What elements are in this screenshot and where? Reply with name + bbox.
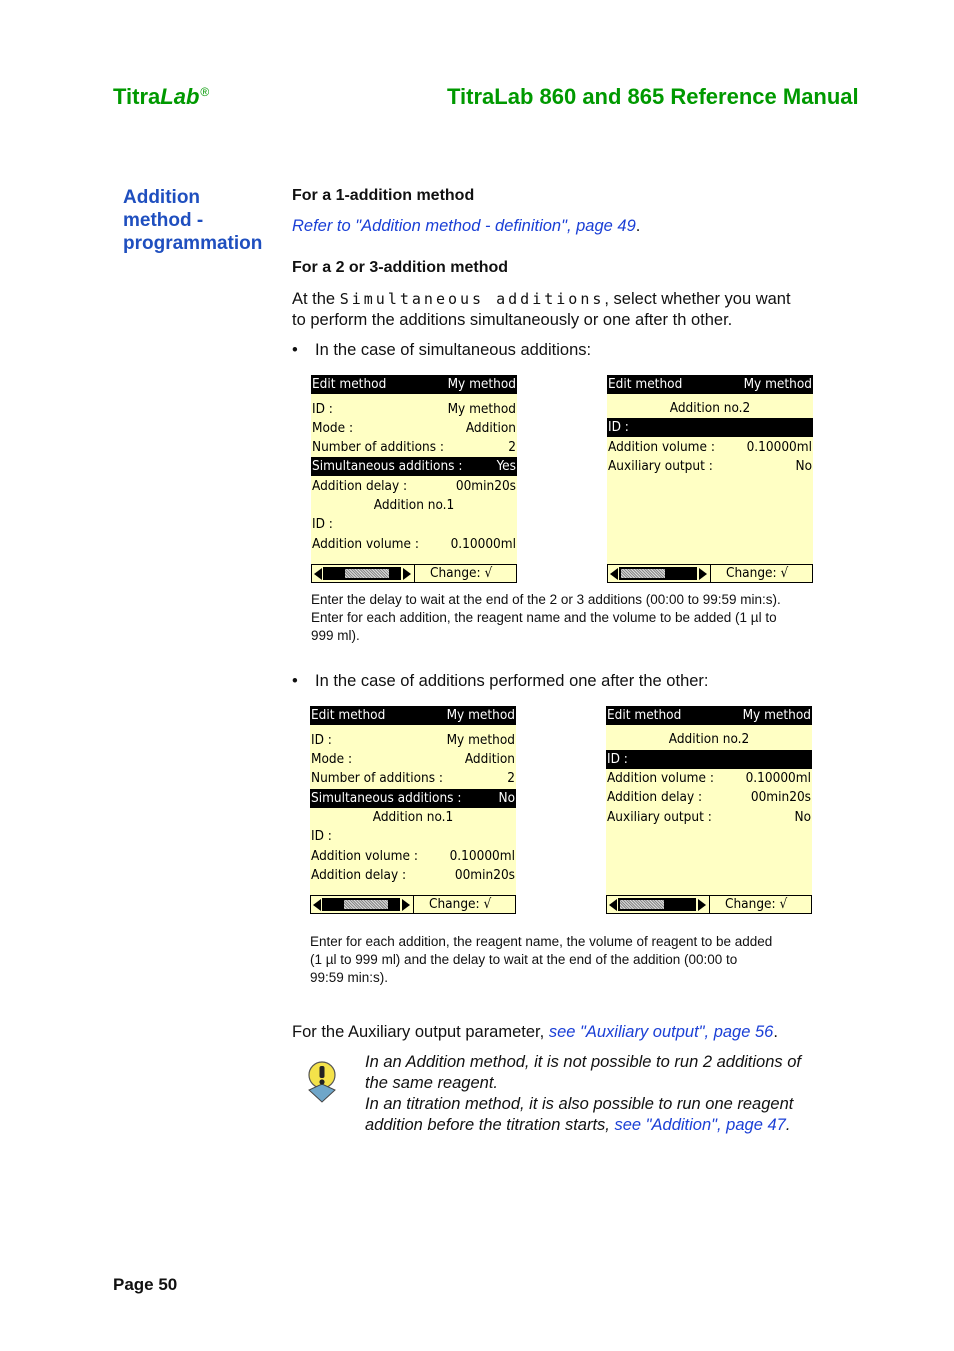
lcd-title-left: Edit method xyxy=(312,376,387,392)
change-softkey[interactable]: Change: √ xyxy=(429,896,492,912)
note-text-part: addition before the titration starts, xyxy=(365,1116,615,1134)
scroll-track[interactable] xyxy=(322,898,400,911)
lcd-title-left: Edit method xyxy=(608,376,683,392)
lcd-row-heading: Addition no.2 xyxy=(669,400,751,416)
caption-line: 999 ml). xyxy=(311,628,360,643)
lcd-label: ID : xyxy=(311,828,332,844)
lcd-title-bar xyxy=(606,706,812,725)
lcd-title-right: My method xyxy=(447,376,516,392)
lcd-row-heading: Addition no.1 xyxy=(373,497,455,513)
lcd-row-selected xyxy=(311,457,517,476)
lcd-label: Auxiliary output : xyxy=(608,458,713,474)
lcd-label: Simultaneous additions : xyxy=(312,458,463,474)
section-heading: Addition method - programmation xyxy=(123,187,263,254)
caption-line: (1 µl to 999 ml) and the delay to wait at the end of the addition (00:00 to xyxy=(310,952,738,967)
lcd-label: Number of additions : xyxy=(312,439,444,455)
lcd-value: My method xyxy=(447,401,516,417)
lcd-screen-sequential-2 xyxy=(606,706,812,914)
lcd-scroll-bar xyxy=(311,564,517,583)
caption-sequential xyxy=(310,933,772,987)
lcd-title-left: Edit method xyxy=(311,707,386,723)
scroll-thumb[interactable] xyxy=(621,569,665,578)
lcd-value: Addition xyxy=(464,751,515,767)
lcd-value: No xyxy=(794,809,811,825)
bullet-text: In the case of additions performed one after the other: xyxy=(315,672,709,690)
scroll-track[interactable] xyxy=(619,567,697,580)
bullet-dot: • xyxy=(292,672,298,690)
addition-link[interactable]: see "Addition", page 47 xyxy=(614,1116,786,1134)
scroll-thumb[interactable] xyxy=(620,900,664,909)
lcd-value: 2 xyxy=(507,770,515,786)
period: . xyxy=(785,1116,791,1134)
note-text xyxy=(365,1052,801,1136)
param-name: Simultaneous additions xyxy=(339,290,605,308)
auxiliary-text: For the Auxiliary output parameter, xyxy=(292,1023,549,1041)
lcd-screen-sequential-1 xyxy=(310,706,516,914)
caption-line: Enter for each addition, the reagent name, the volume of reagent to be added xyxy=(310,934,773,949)
caption-line: 99:59 min:s). xyxy=(310,970,389,985)
lcd-label: Mode : xyxy=(311,751,353,767)
lcd-label: ID : xyxy=(311,732,332,748)
lightbulb-warning-icon xyxy=(305,1060,339,1104)
bar-divider xyxy=(709,896,710,913)
lcd-label: Addition delay : xyxy=(311,867,407,883)
scroll-track[interactable] xyxy=(618,898,696,911)
lcd-title-left: Edit method xyxy=(607,707,682,723)
auxiliary-output-line xyxy=(292,1022,778,1043)
lcd-scroll-bar xyxy=(606,895,812,914)
scroll-left-icon[interactable] xyxy=(314,568,322,580)
bar-divider xyxy=(413,896,414,913)
scroll-right-icon[interactable] xyxy=(698,899,706,911)
lcd-row-selected xyxy=(607,418,813,437)
lcd-row xyxy=(606,808,812,827)
lcd-row xyxy=(607,438,813,457)
lcd-row-selected xyxy=(310,789,516,808)
lcd-row-heading: Addition no.2 xyxy=(668,731,750,747)
period: . xyxy=(773,1023,778,1041)
lcd-label: Addition delay : xyxy=(312,478,408,494)
lcd-title-right: My method xyxy=(743,376,812,392)
note-line xyxy=(365,1115,801,1136)
bar-divider xyxy=(710,565,711,582)
lcd-label: ID : xyxy=(312,401,333,417)
lcd-label: Auxiliary output : xyxy=(607,809,712,825)
change-softkey[interactable]: Change: √ xyxy=(430,565,493,581)
lcd-screen-simultaneous-1 xyxy=(311,375,517,583)
caption-simultaneous xyxy=(311,591,781,645)
intro-text-after: , select whether you want xyxy=(604,290,791,308)
lcd-row xyxy=(606,769,812,788)
lcd-value: 00min20s xyxy=(750,789,811,805)
lcd-row xyxy=(311,419,517,438)
lcd-screen-simultaneous-2 xyxy=(607,375,813,583)
scroll-right-icon[interactable] xyxy=(402,899,410,911)
lcd-label: Number of additions : xyxy=(311,770,443,786)
lcd-row xyxy=(311,515,517,534)
scroll-left-icon[interactable] xyxy=(609,899,617,911)
period: . xyxy=(635,217,641,235)
lcd-label: Addition volume : xyxy=(312,536,419,552)
note-line: In an titration method, it is also possible to run one reagent xyxy=(365,1095,794,1113)
lcd-row xyxy=(607,457,813,476)
bullet-simultaneous xyxy=(292,341,591,360)
lcd-title-bar xyxy=(607,375,813,394)
lcd-value: 0.10000ml xyxy=(449,848,515,864)
page-number: Page 50 xyxy=(113,1275,178,1294)
manual-title: TitraLab 860 and 865 Reference Manual xyxy=(447,84,859,109)
registered-mark: ® xyxy=(200,84,210,99)
lcd-value: 0.10000ml xyxy=(745,770,811,786)
lcd-row xyxy=(310,866,516,885)
bullet-dot: • xyxy=(292,341,298,359)
lcd-title-right: My method xyxy=(446,707,515,723)
change-softkey[interactable]: Change: √ xyxy=(725,896,788,912)
lcd-row-selected xyxy=(606,750,812,769)
definition-link[interactable]: Refer to "Addition method - definition", page 49 xyxy=(292,217,636,235)
auxiliary-output-link[interactable]: see "Auxiliary output", page 56 xyxy=(548,1023,774,1041)
caption-line: Enter for each addition, the reagent name and the volume to be added (1 µl to xyxy=(311,610,777,625)
lcd-label: Addition delay : xyxy=(607,789,703,805)
lcd-label: ID : xyxy=(608,419,629,435)
lcd-row xyxy=(606,788,812,807)
bullet-text: In the case of simultaneous additions: xyxy=(315,341,592,359)
lcd-row xyxy=(310,750,516,769)
note-line: the same reagent. xyxy=(365,1074,498,1092)
lcd-value: Addition xyxy=(465,420,516,436)
change-softkey[interactable]: Change: √ xyxy=(726,565,789,581)
lcd-row xyxy=(311,438,517,457)
note-line: In an Addition method, it is not possible to run 2 additions of xyxy=(365,1053,801,1071)
brand-suffix: Lab xyxy=(160,84,200,109)
scroll-left-icon[interactable] xyxy=(610,568,618,580)
lcd-label: ID : xyxy=(607,751,628,767)
lcd-title-bar xyxy=(310,706,516,725)
lcd-value: 00min20s xyxy=(455,478,516,494)
bullet-sequential xyxy=(292,672,709,691)
lcd-value: Yes xyxy=(496,458,516,474)
one-addition-title: For a 1-addition method xyxy=(292,187,475,204)
multi-addition-title: For a 2 or 3-addition method xyxy=(292,259,509,276)
multi-intro-line2: to perform the additions simultaneously or one after th other. xyxy=(292,311,733,329)
brand-prefix: Titra xyxy=(113,84,161,109)
caption-line: Enter the delay to wait at the end of the 2 or 3 additions (00:00 to 99:59 min:s). xyxy=(311,592,781,607)
lcd-row xyxy=(311,535,517,554)
lcd-title-bar xyxy=(311,375,517,394)
lcd-row xyxy=(311,400,517,419)
lcd-label: Addition volume : xyxy=(608,439,715,455)
lcd-value: My method xyxy=(446,732,515,748)
lcd-row-heading: Addition no.1 xyxy=(372,809,454,825)
scroll-right-icon[interactable] xyxy=(699,568,707,580)
lcd-value: 0.10000ml xyxy=(746,439,812,455)
lcd-label: Simultaneous additions : xyxy=(311,790,462,806)
lcd-value: No xyxy=(795,458,812,474)
scroll-left-icon[interactable] xyxy=(313,899,321,911)
lcd-title-right: My method xyxy=(742,707,811,723)
lcd-value: 0.10000ml xyxy=(450,536,516,552)
brand-logo xyxy=(113,84,209,110)
bar-divider xyxy=(414,565,415,582)
lcd-label: Mode : xyxy=(312,420,354,436)
lcd-scroll-bar xyxy=(607,564,813,583)
scroll-thumb[interactable] xyxy=(345,569,389,578)
scroll-right-icon[interactable] xyxy=(403,568,411,580)
scroll-track[interactable] xyxy=(323,567,401,580)
intro-text: At the xyxy=(292,290,340,308)
lcd-scroll-bar xyxy=(310,895,516,914)
lcd-row xyxy=(310,769,516,788)
scroll-thumb[interactable] xyxy=(344,900,388,909)
lcd-value: 00min20s xyxy=(454,867,515,883)
lcd-label: ID : xyxy=(312,516,333,532)
lcd-row xyxy=(310,847,516,866)
multi-intro-line1 xyxy=(292,289,791,310)
lcd-row xyxy=(310,827,516,846)
one-addition-ref xyxy=(292,216,640,237)
lcd-value: No xyxy=(498,790,515,806)
lcd-row xyxy=(310,731,516,750)
lcd-value: 2 xyxy=(508,439,516,455)
lcd-label: Addition volume : xyxy=(607,770,714,786)
lcd-row xyxy=(311,477,517,496)
lcd-label: Addition volume : xyxy=(311,848,418,864)
